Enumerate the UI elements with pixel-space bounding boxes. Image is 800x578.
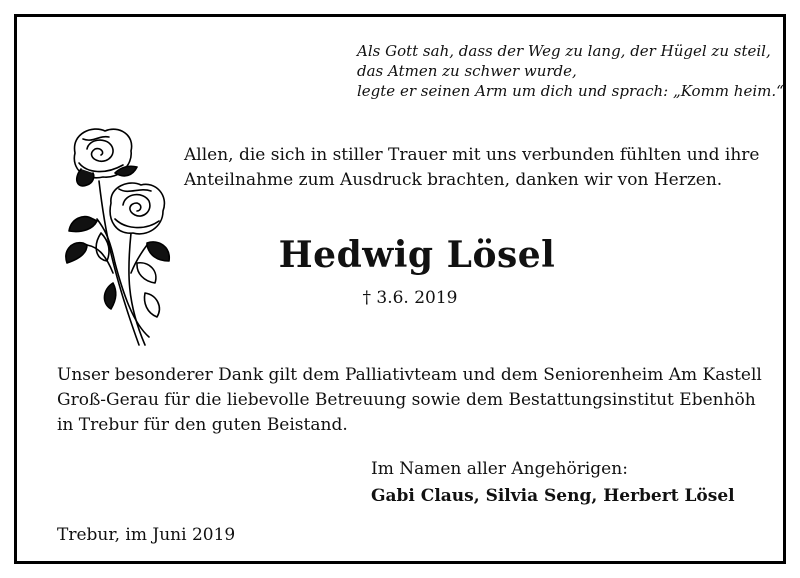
special-thanks-line: Groß-Gerau für die liebevolle Betreuung sowie dem Bestattungsinstitut Ebenhöh (57, 390, 756, 410)
place-date: Trebur, im Juni 2019 (57, 525, 236, 545)
poem-line: Als Gott sah, dass der Weg zu lang, der Hügel zu steil, (357, 42, 771, 60)
signature-names: Gabi Claus, Silvia Seng, Herbert Lösel (371, 486, 735, 506)
poem-line: das Atmen zu schwer wurde, (357, 62, 577, 80)
special-thanks-line: Unser besonderer Dank gilt dem Palliativteam und dem Seniorenheim Am Kastell (57, 365, 762, 385)
obituary-notice (14, 14, 786, 564)
thanks-text (184, 143, 764, 193)
special-thanks-line: in Trebur für den guten Beistand. (57, 415, 348, 435)
signature-intro: Im Namen aller Angehörigen: (371, 459, 628, 479)
poem-line: legte er seinen Arm um dich und sprach: „Komm heim.“ (357, 82, 784, 100)
poem (357, 41, 784, 101)
deceased-name: Hedwig Lösel (278, 234, 556, 276)
thanks-line: Anteilnahme zum Ausdruck brachten, danken wir von Herzen. (184, 170, 723, 190)
thanks-line: Allen, die sich in stiller Trauer mit uns verbunden fühlten und ihre (184, 145, 760, 165)
special-thanks-text (57, 363, 787, 438)
death-date: † 3.6. 2019 (362, 288, 458, 308)
